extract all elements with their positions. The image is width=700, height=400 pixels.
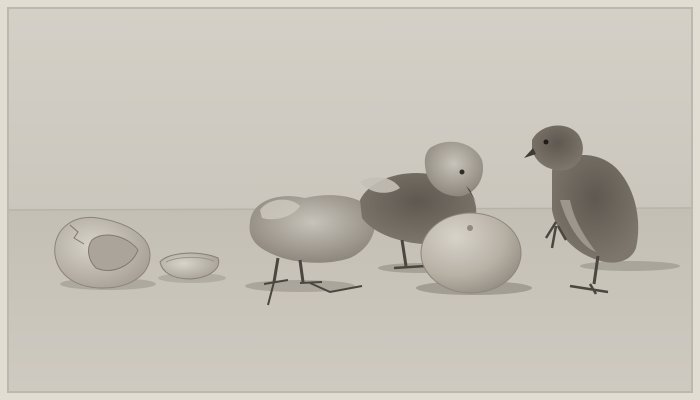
eggshell-fragment (158, 253, 226, 283)
